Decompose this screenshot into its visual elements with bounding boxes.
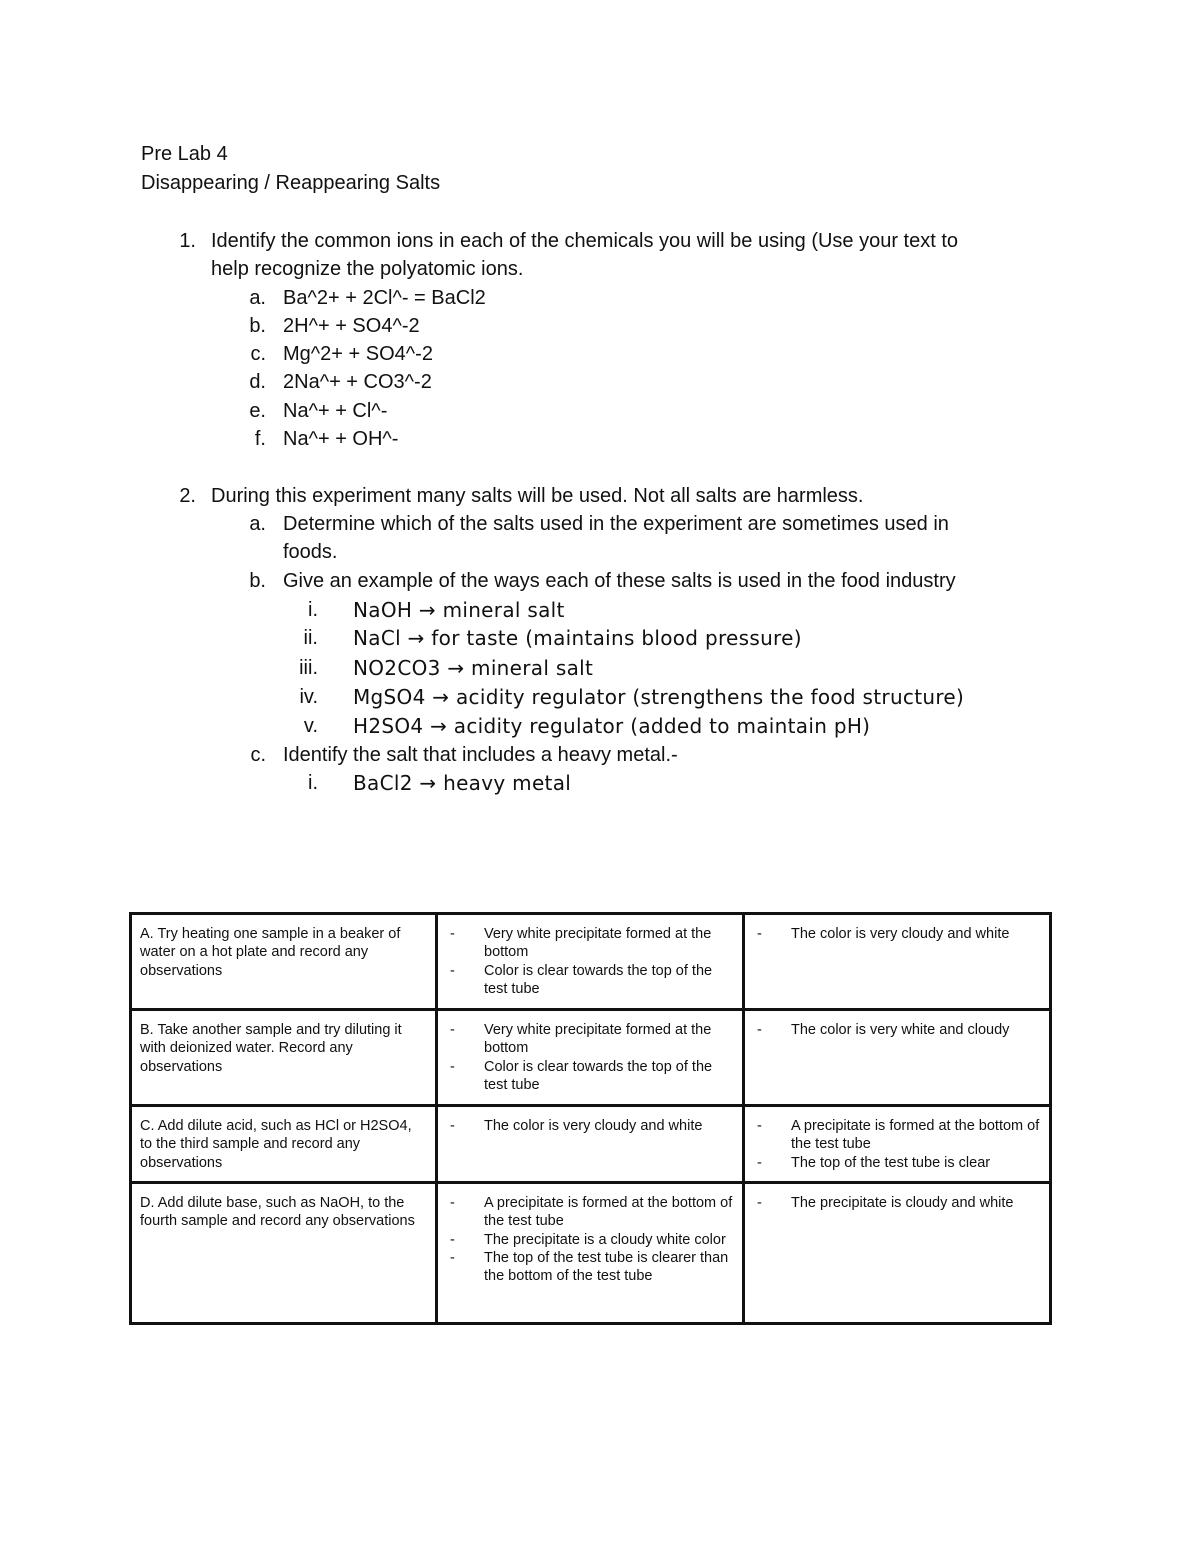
q1-item-marker: c. bbox=[250, 343, 266, 365]
observation-item: - The precipitate is a cloudy white color bbox=[484, 1231, 734, 1249]
q2b-subitem-marker: i. bbox=[308, 599, 318, 621]
q2b-subitem-marker: ii. bbox=[303, 627, 318, 649]
q1-text-line1: Identify the common ions in each of the chemicals you will be using (Use your text to bbox=[211, 230, 959, 252]
observation-item: - The color is very white and cloudy bbox=[791, 1021, 1041, 1039]
q2b-subitem-marker: iii. bbox=[299, 657, 318, 679]
q1-item-text: Na^+ + Cl^- bbox=[283, 400, 388, 422]
procedure-text: D. Add dilute base, such as NaOH, to the fourth sample and record any observations bbox=[140, 1195, 415, 1230]
q2c-marker: c. bbox=[250, 744, 266, 766]
observation-item: - The color is very cloudy and white bbox=[484, 1117, 734, 1135]
q1-item-marker: e. bbox=[249, 400, 266, 422]
procedure-text: C. Add dilute acid, such as HCl or H2SO4, to the third sample and record any observations bbox=[140, 1118, 412, 1171]
observations-table bbox=[129, 912, 1052, 1325]
q1-item-text: 2Na^+ + CO3^-2 bbox=[283, 371, 432, 393]
observation-list bbox=[446, 1117, 734, 1135]
observation-cell bbox=[744, 1106, 1051, 1183]
observation-list bbox=[446, 925, 734, 998]
q2a-marker: a. bbox=[249, 513, 266, 535]
page-title: Pre Lab 4 bbox=[141, 143, 228, 165]
procedure-text: A. Try heating one sample in a beaker of water on a hot plate and record any observations bbox=[140, 926, 401, 979]
observation-item: - The color is very cloudy and white bbox=[791, 925, 1041, 943]
page-subtitle: Disappearing / Reappearing Salts bbox=[141, 172, 441, 194]
table-row bbox=[131, 1183, 1051, 1324]
observation-item: - Color is clear towards the top of the test tube bbox=[484, 1058, 734, 1095]
table-row bbox=[131, 914, 1051, 1010]
q2a-text-line2: foods. bbox=[283, 541, 338, 563]
q2b-subitem-text: H2SO4 → acidity regulator (added to maintain pH) bbox=[353, 714, 871, 738]
observation-list bbox=[753, 1117, 1041, 1172]
q2b-subitem-text: NaOH → mineral salt bbox=[353, 598, 565, 622]
q2a-text-line1: Determine which of the salts used in the experiment are sometimes used in bbox=[283, 513, 949, 535]
observation-cell bbox=[744, 1183, 1051, 1324]
q1-item-text: Mg^2+ + SO4^-2 bbox=[283, 343, 433, 365]
q1-item-marker: d. bbox=[249, 371, 266, 393]
observation-cell bbox=[437, 1010, 744, 1106]
q1-item-text: Na^+ + OH^- bbox=[283, 428, 399, 450]
q2b-text: Give an example of the ways each of these salts is used in the food industry bbox=[283, 570, 956, 592]
q2b-marker: b. bbox=[249, 570, 266, 592]
q1-item-marker: a. bbox=[249, 287, 266, 309]
q2b-subitem-marker: v. bbox=[303, 715, 318, 737]
observation-item: - The top of the test tube is clear bbox=[791, 1154, 1041, 1172]
observation-item: - Color is clear towards the top of the test tube bbox=[484, 962, 734, 999]
q2-number: 2. bbox=[179, 485, 196, 507]
observation-list bbox=[753, 1021, 1041, 1039]
q1-item-marker: f. bbox=[254, 428, 266, 450]
q1-text-line2: help recognize the polyatomic ions. bbox=[211, 258, 524, 280]
table-row bbox=[131, 1010, 1051, 1106]
observation-cell bbox=[744, 914, 1051, 1010]
table-row bbox=[131, 1106, 1051, 1183]
q2c-subitem-text: BaCl2 → heavy metal bbox=[353, 771, 572, 795]
q1-item-marker: b. bbox=[249, 315, 266, 337]
observation-list bbox=[753, 1194, 1041, 1212]
observation-cell bbox=[437, 1183, 744, 1324]
observation-item: - A precipitate is formed at the bottom of the test tube bbox=[484, 1194, 734, 1231]
observation-list bbox=[446, 1194, 734, 1285]
procedure-cell bbox=[131, 1106, 437, 1183]
procedure-cell bbox=[131, 914, 437, 1010]
observation-cell bbox=[437, 1106, 744, 1183]
observation-list bbox=[446, 1021, 734, 1094]
observation-item: - The precipitate is cloudy and white bbox=[791, 1194, 1041, 1212]
observation-item: - Very white precipitate formed at the bottom bbox=[484, 1021, 734, 1058]
q1-item-text: Ba^2+ + 2Cl^- = BaCl2 bbox=[283, 287, 486, 309]
observation-cell bbox=[744, 1010, 1051, 1106]
procedure-cell bbox=[131, 1010, 437, 1106]
observation-item: - Very white precipitate formed at the bottom bbox=[484, 925, 734, 962]
q2b-subitem-text: NO2CO3 → mineral salt bbox=[353, 656, 594, 680]
observation-item: - The top of the test tube is clearer than the bottom of the test tube bbox=[484, 1249, 734, 1286]
procedure-cell bbox=[131, 1183, 437, 1324]
q1-number: 1. bbox=[179, 230, 196, 252]
q2c-subitem-marker: i. bbox=[308, 772, 318, 794]
q2b-subitem-text: NaCl → for taste (maintains blood pressure) bbox=[353, 626, 802, 650]
observation-item: - A precipitate is formed at the bottom of the test tube bbox=[791, 1117, 1041, 1154]
procedure-text: B. Take another sample and try diluting it with deionized water. Record any observations bbox=[140, 1022, 402, 1075]
q2b-subitem-text: MgSO4 → acidity regulator (strengthens the food structure) bbox=[353, 685, 965, 709]
observation-list bbox=[753, 925, 1041, 943]
q2-intro: During this experiment many salts will be used. Not all salts are harmless. bbox=[211, 485, 864, 507]
q2b-subitem-marker: iv. bbox=[299, 686, 318, 708]
q1-item-text: 2H^+ + SO4^-2 bbox=[283, 315, 420, 337]
q2c-text: Identify the salt that includes a heavy metal.- bbox=[283, 744, 678, 766]
observation-cell bbox=[437, 914, 744, 1010]
